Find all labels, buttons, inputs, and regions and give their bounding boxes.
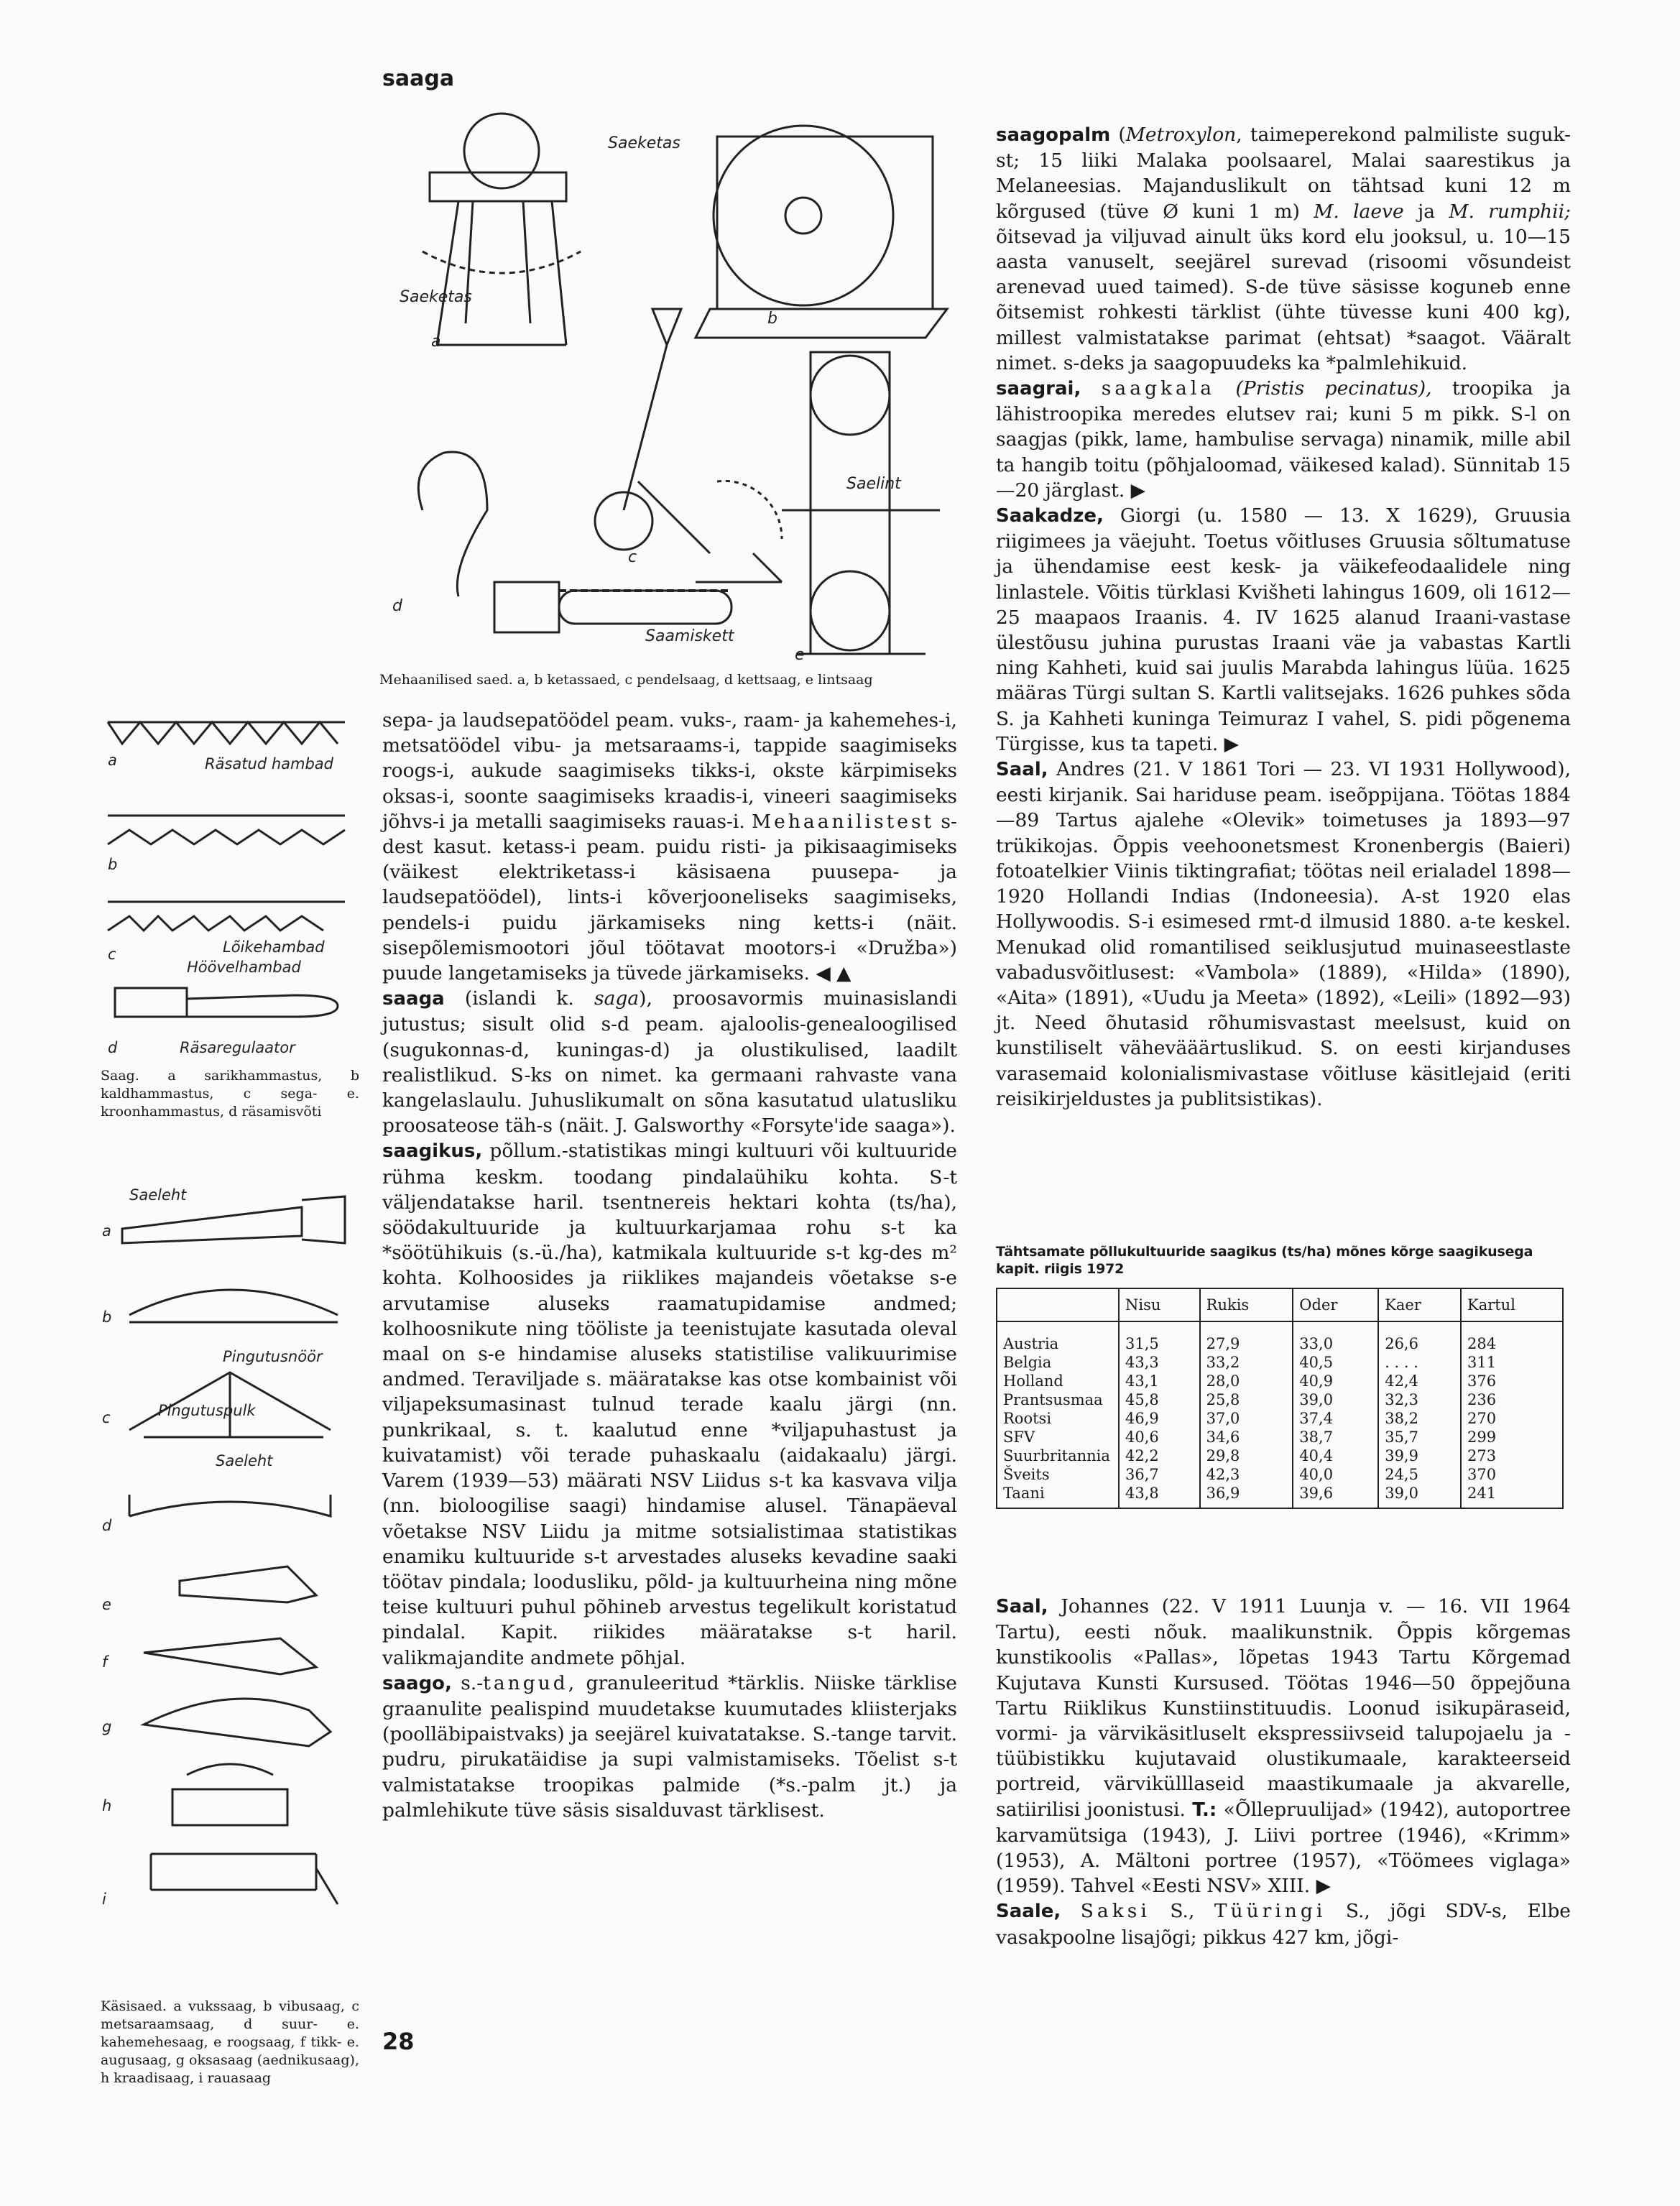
label-b: b <box>767 310 777 328</box>
yield-th-oder: Oder <box>1293 1288 1378 1321</box>
cell: . . . . <box>1378 1353 1461 1372</box>
cell: 24,5 <box>1378 1465 1461 1484</box>
cell: 45,8 <box>1119 1390 1200 1409</box>
cell: Suurbritannia <box>997 1446 1119 1465</box>
cell: Belgia <box>997 1353 1119 1372</box>
cell: 25,8 <box>1200 1390 1293 1409</box>
cell: SFV <box>997 1428 1119 1446</box>
headword-saagrai: saagrai, <box>996 378 1081 400</box>
entry-saal-andres <box>996 757 1571 1112</box>
cell: 37,4 <box>1293 1409 1378 1428</box>
saale-s-2: S., <box>1345 1900 1370 1923</box>
mechanical-saws-drawing <box>379 108 954 668</box>
cell: 43,8 <box>1119 1484 1200 1508</box>
saal-johannes-works-label: T.: <box>1192 1799 1217 1821</box>
entry-saagopalm: saagopalm (Metroxylon, taimeperekond palmiliste suguk-st; 15 liiki Malaka poolsaarel, Malai saarestikus ja Melaneesias. Majanduslikult on tähtsad kuni 12 m kõrgused (tüve Ø kuni 1 m) M. laeve ja M. rumphii; õitsevad ja viljuvad ainult üks kord elu jooksul, u. 10—15 aasta vanuselt, seejärel surevad (risoomi võsundeist arenevad uued taimed). S-de tüve säsisse koguneb enne õitsemist rohkesti tärklist (ühte tüvesse kuni 400 kg), millest valmistatakse parimat (ehtsat) *saagot. Vääralt nimet. s-deks ja saagopuudeks ka *palmlehikuid. <box>996 124 1571 374</box>
teeth-label-d: d <box>108 1039 118 1056</box>
cell: 43,3 <box>1119 1353 1200 1372</box>
hand-label-g: g <box>102 1718 112 1735</box>
teeth-label-loikehambad: Lõikehambad <box>223 938 325 956</box>
saago-text: granuleeritud *tärklis. Niiske tärklise graanulite pealispind muudetakse kuumutades kliisterjaks (poolläbipaistvaks) ja seejärel kuivatatakse. S.-tange tarvit. pudru, pirukatäidise ja supi valmistamiseks. Tõelist s-t valmistatakse troopikas palmide (*s.-palm jt.) ja palmlehikute tüve säsis sisalduvast tärklisest. <box>382 1671 957 1822</box>
entry-saakadze <box>996 503 1571 757</box>
chain-saw-bar <box>559 591 731 624</box>
hand-label-c: c <box>102 1409 111 1426</box>
label-saamiskett: Saamiskett <box>645 627 734 645</box>
yield-th-nisu: Nisu <box>1119 1288 1200 1321</box>
cell: 370 <box>1461 1465 1563 1484</box>
saagrai-spaced: saagkala <box>1101 377 1216 400</box>
entry-saaga <box>382 986 957 1138</box>
cell: 26,6 <box>1378 1321 1461 1353</box>
cell: 376 <box>1461 1372 1563 1390</box>
yield-table-title: Tähtsamate põllukultuuride saagikus (ts/ha) mõnes kõrge saagikusega kapit. riigis 1972 <box>996 1244 1533 1277</box>
headword-saagopalm: saagopalm <box>996 124 1111 146</box>
cell: 40,9 <box>1293 1372 1378 1390</box>
entry-saag-continued <box>382 708 957 986</box>
hand-label-a: a <box>102 1222 111 1240</box>
teeth-a <box>108 722 345 744</box>
saag-spaced-word: Mehaanilistest <box>752 810 935 833</box>
saago-spaced: tangud, <box>483 1671 578 1694</box>
headword-saagikus: saagikus, <box>382 1140 483 1163</box>
table-row <box>997 1390 1563 1409</box>
figure-hand-saws <box>101 1178 359 2087</box>
right-column-lower <box>996 1594 1571 1950</box>
cell: 29,8 <box>1200 1446 1293 1465</box>
right-column-upper <box>996 122 1571 1112</box>
saal-johannes-works: «Õllepruulijad» (1942), autoportree karvamütsiga (1943), J. Liivi portree (1946), «Krimm» (1953), A. Mältoni portree (1957), «Töömees viglaga» (1959). Tahvel «Eesti NSV» XIII. ▶ <box>996 1798 1571 1898</box>
label-saelint: Saelint <box>846 475 901 493</box>
saagopalm-ja: ja <box>1418 200 1436 223</box>
saagopalm-rumphii: M. rumphii; <box>1449 200 1571 223</box>
saw-f <box>144 1638 316 1674</box>
cell: 40,5 <box>1293 1353 1378 1372</box>
cell: 39,0 <box>1293 1390 1378 1409</box>
saakadze-text: Giorgi (u. 1580 — 13. X 1629), Gruusia riigimees ja väejuht. Toetus võitluses Gruusia sõltumatuse ja ühendamise eest kesk- ja väikefeodaalidele ning linlastele. Võitis türklasi Kvišheti lahingus 1609, oli 1612—25 maapaos Iraanis. 4. IV 1625 alanud Iraani-vastase ülestõusu juhina purustas Iraani väe ja vabastas Kartli ning Kahheti, kuid sai juulis Marabda lahingus lüüa. 1625 määras Türgi sultan S. Kartli valitsejaks. 1626 puhkes sõda S. ja Kahheti kuninga Teimuraz I vahel, S. pidi põgenema Türgisse, kus ta tapeti. ▶ <box>996 504 1571 755</box>
figure-mechanical-saws <box>379 108 954 689</box>
label-saeketas-top: Saeketas <box>608 134 680 152</box>
cell: 31,5 <box>1119 1321 1200 1353</box>
cell: 42,4 <box>1378 1372 1461 1390</box>
cell: 38,7 <box>1293 1428 1378 1446</box>
cell: 284 <box>1461 1321 1563 1353</box>
teeth-b <box>108 816 345 844</box>
headword-saale: Saale, <box>996 1901 1061 1923</box>
cell: 273 <box>1461 1446 1563 1465</box>
cell: 43,1 <box>1119 1372 1200 1390</box>
saw-i <box>151 1854 338 1904</box>
cell: 39,6 <box>1293 1484 1378 1508</box>
saaga-term: saga <box>594 987 640 1010</box>
saagopalm-text-1: , taimeperekond palmiliste suguk-st; 15 liiki Malaka poolsaarel, Malai saarestikus ja Melaneesias. Majanduslikult on tähtsad kuni 12 m kõrgused (tüve Ø kuni 1 m) <box>996 124 1571 223</box>
figure-caption-mechanical: Mehaanilised saed. a, b ketassaed, c pendelsaag, d kettsaag, e lintsaag <box>379 672 873 688</box>
teeth-label-b: b <box>108 856 118 873</box>
cell: 39,0 <box>1378 1484 1461 1508</box>
entry-saago <box>382 1671 957 1823</box>
figure-saw-teeth <box>101 701 359 1121</box>
hand-label-pingutusnoor: Pingutusnöör <box>223 1348 323 1365</box>
table-row <box>997 1353 1563 1372</box>
table-row <box>997 1409 1563 1428</box>
saw-h <box>172 1764 287 1825</box>
teeth-c <box>108 902 345 931</box>
headword-saaga: saaga <box>382 988 445 1010</box>
teeth-label-rasaregulaator: Räsaregulaator <box>180 1039 295 1056</box>
yield-th-kaer: Kaer <box>1378 1288 1461 1321</box>
cell: Prantsusmaa <box>997 1390 1119 1409</box>
cell: Taani <box>997 1484 1119 1508</box>
hand-label-e: e <box>102 1596 111 1613</box>
entry-saale <box>996 1898 1571 1949</box>
yield-table-header-row <box>997 1288 1563 1321</box>
label-a: a <box>431 333 441 351</box>
cell: 40,0 <box>1293 1465 1378 1484</box>
entry-saagikus <box>382 1138 957 1670</box>
saagrai-text: troopika ja lähistroopika meredes elutsev rai; kuni 5 m pikk. S-l on saagjas (pikk, lame, hambulise servaga) ninamik, mille abil ta hangib toitu (põhjaloomad, väikesed kalad). Sünnitab 15—20 järglast. ▶ <box>996 377 1571 502</box>
hand-label-f: f <box>102 1653 108 1671</box>
saw-e <box>180 1566 316 1602</box>
hand-label-d: d <box>102 1517 112 1534</box>
saagrai-latin: (Pristis pecinatus), <box>1235 377 1432 400</box>
yield-table-block <box>996 1243 1571 1509</box>
cell: 241 <box>1461 1484 1563 1508</box>
saago-pre: s.- <box>461 1671 484 1694</box>
saagikus-text: põllum.-statistikas mingi kultuuri või kultuuride rühma keskm. toodang pindalaühiku kohta. S-t väljendatakse haril. tsentnereis hektari kohta (ts/ha), söödakultuuride ja kultuurkarjamaa rohu s-t ka *söötühikuis (s.-ü./ha), katmikala kultuuride s-t kg-des m² kohta. Kolhoosides ja riiklikes majandeis võetakse s-e arvutamise aluseks raamatupidamise andmed; kolhoosnikute ning tööliste ja teenistujate kasutada oleval maal on s-e hindamise aluseks statistilise valikuurimise andmed. Teraviljade s. määratakse kas otse kombainist või viljapeksumasinast tulnud terade kaalu järgi (nn. punkrikaal, s. t. kaalutud enne *viljapuhastust ja kuivatamist) või terade puhaskaalu (aidakaalu) järgi. Varem (1939—53) määrati NSV Liidus s-t ka kasvava vilja (nn. bioloogilise saagi) hindamise alusel. Tänapäeval võetakse NSV Liidu ja mitme sotsialistimaa statistikas enamiku kultuuride s-t arvestades aluseks kevadine saaki töötav pindala; loodusliku, põld- ja kultuurheina ning mõne teise kultuuri puhul põhineb arvestus tegelikult koristatud pindalal. Kapit. riikides määratakse s-t haril. valikmajandite andmete põhjal. <box>382 1140 957 1669</box>
yield-th-country <box>997 1288 1119 1321</box>
headword-saakadze: Saakadze, <box>996 505 1104 527</box>
cell: 236 <box>1461 1390 1563 1409</box>
figure-caption-hand: Käsisaed. a vukssaag, b vibusaag, c metsaraamsaag, d suur- e. kahemehesaag, e roogsaag, f tikk- e. augusaag, g oksasaag (aednikusaag), h kraadisaag, i rauasaag <box>101 1998 359 2086</box>
cell: 36,7 <box>1119 1465 1200 1484</box>
headword-saal-johannes: Saal, <box>996 1596 1048 1617</box>
saw-g <box>144 1699 331 1746</box>
page-number: 28 <box>382 2028 415 2055</box>
cell: 36,9 <box>1200 1484 1293 1508</box>
teeth-label-hoovelhambad: Höövelhambad <box>187 959 301 976</box>
cell: 42,2 <box>1119 1446 1200 1465</box>
cell: 311 <box>1461 1353 1563 1372</box>
saale-spaced-2: Tüüringi <box>1214 1900 1326 1923</box>
label-d: d <box>392 597 402 615</box>
teeth-label-a: a <box>108 752 117 769</box>
cell: 42,3 <box>1200 1465 1293 1484</box>
cell: 35,7 <box>1378 1428 1461 1446</box>
yield-th-rukis: Rukis <box>1200 1288 1293 1321</box>
table-row <box>997 1321 1563 1353</box>
circular-saw-blade <box>714 126 893 305</box>
saagopalm-laeve: M. laeve <box>1314 200 1404 223</box>
saale-text: jõgi SDV-s, Elbe vasakpoolne lisajõgi; pikkus 427 km, jõgi- <box>996 1900 1571 1949</box>
headword-saal-andres: Saal, <box>996 759 1048 781</box>
saw-b <box>129 1290 338 1322</box>
table-row <box>997 1465 1563 1484</box>
cell: 38,2 <box>1378 1409 1461 1428</box>
label-c: c <box>628 548 637 566</box>
cell: Šveits <box>997 1465 1119 1484</box>
hand-label-pingutuspulk: Pingutuspulk <box>158 1402 256 1419</box>
figure-caption-teeth: Saag. a sarikhammastus, b kaldhammastus, c sega- e. kroonhammastus, d räsamisvõti <box>101 1068 359 1120</box>
cell: 33,2 <box>1200 1353 1293 1372</box>
cell: 40,4 <box>1293 1446 1378 1465</box>
saale-spaced-1: Saksi <box>1080 1900 1150 1923</box>
saagopalm-text-2: õitsevad ja viljuvad ainult üks kord elu jooksul, u. 10—15 aasta vanuselt, seejärel surevad (risoomi võsundeist arenevad uued taimed). S-de tüve säsisse koguneb enne õitsemist rohkesti tärklist (ühte tüvesse kuni 400 kg), millest valmistatakse parimat (ehtsat) *saagot. Vääralt nimet. s-deks ja saagopuudeks ka *palmlehikuid. <box>996 225 1571 374</box>
yield-th-kartul: Kartul <box>1461 1288 1563 1321</box>
rasaregulaator-tool <box>115 988 338 1017</box>
cell: 40,6 <box>1119 1428 1200 1446</box>
table-row <box>997 1484 1563 1508</box>
hand-label-i: i <box>102 1891 106 1908</box>
cell: Austria <box>997 1321 1119 1353</box>
cell: 270 <box>1461 1409 1563 1428</box>
cell: 34,6 <box>1200 1428 1293 1446</box>
label-e: e <box>795 646 805 664</box>
table-row <box>997 1372 1563 1390</box>
cell: Rootsi <box>997 1409 1119 1428</box>
headword-saago: saago, <box>382 1672 452 1694</box>
entry-saal-johannes <box>996 1594 1571 1898</box>
saag-text-2: s-dest kasut. ketass-i peam. puidu risti- ja pikisaagimiseks (väikest elektriketass-i käsisaena puusepa- ja laudsepatöödel), lints-i kõverjooneliseks saagimiseks, pendels-i puidu järkamiseks ning ketts-i (näit. sisepõlemismootori jõul töötavat mootors-i «Družba») puude langetamiseks ja tüvede järkamiseks. ◀ ▲ <box>382 810 957 985</box>
saw-d <box>129 1495 331 1516</box>
saaga-paren: (islandi k. <box>464 987 574 1010</box>
teeth-label-c: c <box>108 946 116 963</box>
cell: 39,9 <box>1378 1446 1461 1465</box>
hand-label-saeleht-top: Saeleht <box>129 1186 187 1204</box>
saagopalm-latin: Metroxylon <box>1125 124 1237 146</box>
cell: 28,0 <box>1200 1372 1293 1390</box>
label-saeketas-left: Saeketas <box>400 288 472 306</box>
saale-s-1: S., <box>1170 1900 1195 1923</box>
cell: 27,9 <box>1200 1321 1293 1353</box>
yield-table <box>996 1288 1564 1509</box>
hand-label-h: h <box>102 1797 112 1814</box>
hand-saws-drawing <box>101 1178 359 1998</box>
cell: 32,3 <box>1378 1390 1461 1409</box>
cell: 37,0 <box>1200 1409 1293 1428</box>
entry-saagrai <box>996 376 1571 503</box>
saag-text-1: sepa- ja laudsepatöödel peam. vuks-, raam- ja kahemehes-i, metsatöödel vibu- ja metsaraams-i, tappide saagimiseks roogs-i, aukude saagimiseks tikks-i, okste kärpimiseks oksas-i, soonte saagimiseks kraadis-i, vineeri saagimiseks jõhvs-i ja metalli saagimiseks rauas-i. <box>382 709 957 833</box>
hand-label-saeleht-mid: Saeleht <box>216 1452 273 1469</box>
cell: 33,0 <box>1293 1321 1378 1353</box>
table-saw-blade <box>464 114 539 188</box>
table-saw-top <box>430 172 566 201</box>
cell: 299 <box>1461 1428 1563 1446</box>
saaga-text: ), proosavormis muinasislandi jutustus; sisult olid s-d peam. ajaloolis-genealoogilised (sugukonnas-d, kuningas-d) ja olustikulised, laadilt realistlikud. S-ks on nimet. ka germaani rahvaste vana kangelaslaulu. Juhuslikumalt on sõna kasutatud ulatusliku proosateose täh-s (näit. J. Galsworthy «Forsyte'ide saaga»). <box>382 987 957 1137</box>
hand-label-b: b <box>102 1309 112 1326</box>
table-row <box>997 1428 1563 1446</box>
saal-johannes-text: Johannes (22. V 1911 Luunja v. — 16. VII 1964 Tartu), eesti nõuk. maalikunstnik. Õppis kõrgemas kunstikoolis «Pallas», lõpetas 1943 Tartu Kõrgemad Kujutava Kunsti Kursused. Töötas 1946—50 õppejõuna Tartu Riiklikus Kunstiinstituudis. Loonud isikupäraseid, vormi- ja värvikäsitluselt ekspressiivseid talupojaelu ja -tüübistikku kujutavaid olustikumaale, karakteerseid portreid, värvikülllaseid maastikumaale ja akvarelle, satiirilisi joonistusi. <box>996 1595 1571 1821</box>
cell: Holland <box>997 1372 1119 1390</box>
saal-andres-text: Andres (21. V 1861 Tori — 23. VI 1931 Hollywood), eesti kirjanik. Sai hariduse peam. iseõppijana. Töötas 1884—89 Tartus ajalehe «Olevik» toimetuses ja 1893—97 trükikojas. Õppis veehoonetsmest Kronenbergis (Baieri) fotoatelkier Viinis tiktingrafiat; töötas neil erialadel 1898—1920 Hollandi Indias (Indoneesia). A-st 1920 elas Hollywoodis. S-i esimesed rmt-d ilmusid 1880. a-te keskel. Menukad olid romantilised seiklusjutud muinaseestlaste vabadusvõitlusest: «Vambola» (1889), «Hilda» (1890), «Aita» (1891), «Uudu ja Meeta» (1892), «Leili» (1892—93) jt. Need õhutasid rõhumisvastast meelsust, kuid on kunstiliselt vähevääärtuslikud. S. on eesti kirjanduses varasemaid kolonialismivastase võitluse käsitlejaid (eriti reisikirjeldustes ja publitsistikas). <box>996 758 1571 1110</box>
running-head: saaga <box>382 66 455 91</box>
saw-teeth-drawing <box>101 701 359 1067</box>
cell: 46,9 <box>1119 1409 1200 1428</box>
teeth-label-rasatud: Räsatud hambad <box>205 755 333 772</box>
circular-saw-frame <box>717 137 933 309</box>
table-row <box>997 1446 1563 1465</box>
middle-column <box>382 708 957 1823</box>
